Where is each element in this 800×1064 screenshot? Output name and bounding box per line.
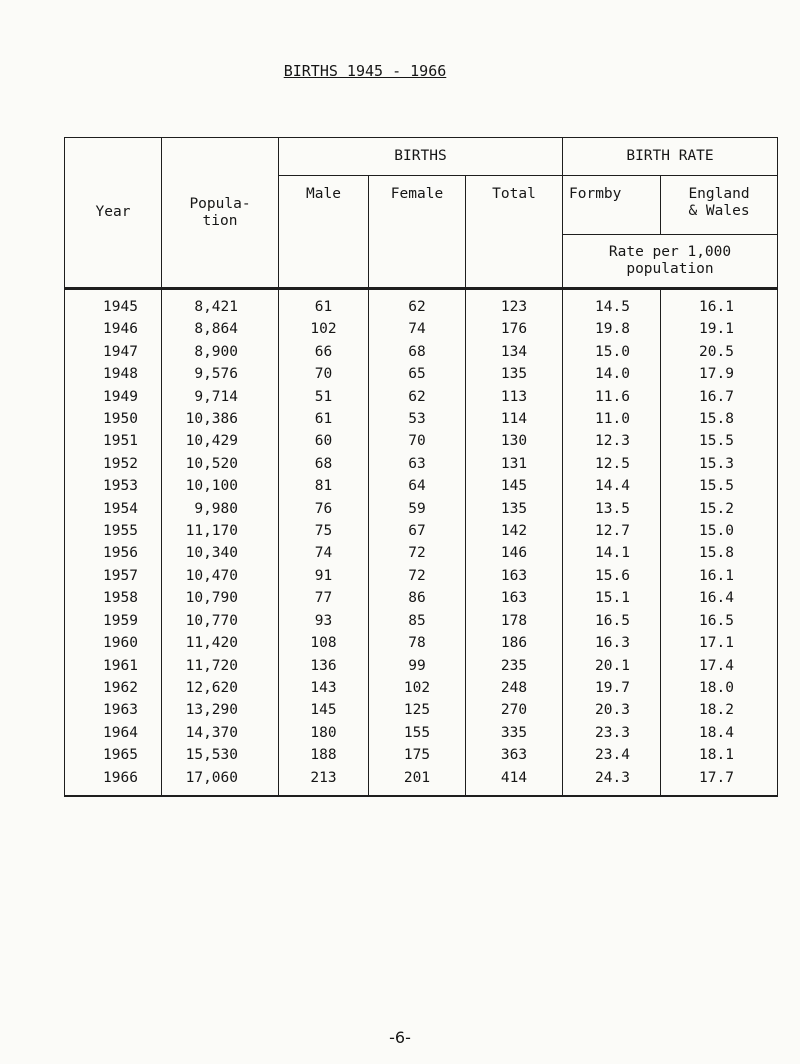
male-cell: 102 bbox=[279, 318, 369, 340]
formby-rate-cell: 16.5 bbox=[563, 610, 661, 632]
female-cell: 62 bbox=[369, 289, 466, 319]
formby-rate-cell: 14.5 bbox=[563, 289, 661, 319]
male-cell: 74 bbox=[279, 542, 369, 564]
england-rate-cell: 16.7 bbox=[661, 386, 778, 408]
population-cell: 10,520 bbox=[162, 453, 279, 475]
year-cell: 1963 bbox=[65, 699, 162, 721]
male-cell: 93 bbox=[279, 610, 369, 632]
formby-rate-cell: 14.4 bbox=[563, 475, 661, 497]
total-cell: 335 bbox=[466, 722, 563, 744]
england-rate-cell: 17.1 bbox=[661, 632, 778, 654]
year-cell: 1951 bbox=[65, 430, 162, 452]
female-cell: 102 bbox=[369, 677, 466, 699]
total-cell: 414 bbox=[466, 767, 563, 796]
male-cell: 91 bbox=[279, 565, 369, 587]
total-cell: 163 bbox=[466, 565, 563, 587]
formby-header: Formby bbox=[563, 176, 661, 235]
total-cell: 123 bbox=[466, 289, 563, 319]
male-cell: 108 bbox=[279, 632, 369, 654]
male-cell: 68 bbox=[279, 453, 369, 475]
year-cell: 1957 bbox=[65, 565, 162, 587]
male-cell: 61 bbox=[279, 289, 369, 319]
female-cell: 67 bbox=[369, 520, 466, 542]
male-cell: 180 bbox=[279, 722, 369, 744]
male-cell: 60 bbox=[279, 430, 369, 452]
england-rate-cell: 16.1 bbox=[661, 289, 778, 319]
table-row bbox=[65, 655, 778, 677]
male-cell: 136 bbox=[279, 655, 369, 677]
year-cell: 1962 bbox=[65, 677, 162, 699]
formby-rate-cell: 24.3 bbox=[563, 767, 661, 796]
year-header: Year bbox=[65, 138, 162, 289]
population-cell: 11,420 bbox=[162, 632, 279, 654]
male-cell: 70 bbox=[279, 363, 369, 385]
total-cell: 130 bbox=[466, 430, 563, 452]
table-row bbox=[65, 386, 778, 408]
formby-rate-cell: 12.3 bbox=[563, 430, 661, 452]
table-row bbox=[65, 767, 778, 796]
rate-basis-header bbox=[563, 235, 778, 289]
population-cell: 9,714 bbox=[162, 386, 279, 408]
male-cell: 76 bbox=[279, 498, 369, 520]
england-rate-cell: 17.7 bbox=[661, 767, 778, 796]
table-row bbox=[65, 341, 778, 363]
female-cell: 62 bbox=[369, 386, 466, 408]
formby-rate-cell: 16.3 bbox=[563, 632, 661, 654]
population-header-line2: tion bbox=[202, 212, 238, 229]
table-row bbox=[65, 498, 778, 520]
england-rate-cell: 20.5 bbox=[661, 341, 778, 363]
year-cell: 1948 bbox=[65, 363, 162, 385]
total-cell: 270 bbox=[466, 699, 563, 721]
population-cell: 9,576 bbox=[162, 363, 279, 385]
table-row bbox=[65, 542, 778, 564]
total-header: Total bbox=[466, 176, 563, 289]
total-cell: 134 bbox=[466, 341, 563, 363]
table-row bbox=[65, 587, 778, 609]
population-cell: 10,770 bbox=[162, 610, 279, 632]
year-cell: 1947 bbox=[65, 341, 162, 363]
formby-rate-cell: 19.8 bbox=[563, 318, 661, 340]
total-cell: 145 bbox=[466, 475, 563, 497]
year-cell: 1966 bbox=[65, 767, 162, 796]
year-cell: 1953 bbox=[65, 475, 162, 497]
england-header-line1: England bbox=[688, 186, 750, 202]
female-cell: 68 bbox=[369, 341, 466, 363]
rate-basis-line1: Rate per 1,000 bbox=[608, 244, 732, 261]
table-row bbox=[65, 430, 778, 452]
total-cell: 186 bbox=[466, 632, 563, 654]
page-title: BIRTHS 1945 - 1966 bbox=[283, 62, 447, 80]
table-row bbox=[65, 289, 778, 319]
year-cell: 1958 bbox=[65, 587, 162, 609]
male-cell: 77 bbox=[279, 587, 369, 609]
table-row bbox=[65, 318, 778, 340]
formby-rate-cell: 11.6 bbox=[563, 386, 661, 408]
female-cell: 72 bbox=[369, 565, 466, 587]
formby-rate-cell: 20.1 bbox=[563, 655, 661, 677]
formby-rate-cell: 19.7 bbox=[563, 677, 661, 699]
male-cell: 51 bbox=[279, 386, 369, 408]
male-cell: 145 bbox=[279, 699, 369, 721]
total-cell: 113 bbox=[466, 386, 563, 408]
formby-rate-cell: 15.6 bbox=[563, 565, 661, 587]
population-cell: 10,340 bbox=[162, 542, 279, 564]
england-rate-cell: 18.4 bbox=[661, 722, 778, 744]
female-cell: 74 bbox=[369, 318, 466, 340]
births-table bbox=[64, 137, 778, 797]
table-row bbox=[65, 632, 778, 654]
table-row bbox=[65, 565, 778, 587]
female-cell: 99 bbox=[369, 655, 466, 677]
female-cell: 72 bbox=[369, 542, 466, 564]
female-cell: 78 bbox=[369, 632, 466, 654]
population-header-line1: Popula- bbox=[189, 195, 251, 212]
page-number: -6- bbox=[389, 1028, 411, 1047]
year-cell: 1959 bbox=[65, 610, 162, 632]
england-rate-cell: 19.1 bbox=[661, 318, 778, 340]
population-cell: 10,386 bbox=[162, 408, 279, 430]
year-cell: 1950 bbox=[65, 408, 162, 430]
formby-rate-cell: 12.7 bbox=[563, 520, 661, 542]
formby-rate-cell: 15.1 bbox=[563, 587, 661, 609]
formby-rate-cell: 23.4 bbox=[563, 744, 661, 766]
table-row bbox=[65, 475, 778, 497]
population-cell: 10,470 bbox=[162, 565, 279, 587]
england-rate-cell: 17.4 bbox=[661, 655, 778, 677]
male-cell: 81 bbox=[279, 475, 369, 497]
england-rate-cell: 16.5 bbox=[661, 610, 778, 632]
population-cell: 12,620 bbox=[162, 677, 279, 699]
population-cell: 11,720 bbox=[162, 655, 279, 677]
year-cell: 1961 bbox=[65, 655, 162, 677]
total-cell: 114 bbox=[466, 408, 563, 430]
england-rate-cell: 15.8 bbox=[661, 408, 778, 430]
female-cell: 201 bbox=[369, 767, 466, 796]
england-rate-cell: 16.1 bbox=[661, 565, 778, 587]
england-rate-cell: 18.0 bbox=[661, 677, 778, 699]
total-cell: 163 bbox=[466, 587, 563, 609]
population-cell: 10,429 bbox=[162, 430, 279, 452]
female-cell: 85 bbox=[369, 610, 466, 632]
population-cell: 9,980 bbox=[162, 498, 279, 520]
england-rate-cell: 15.2 bbox=[661, 498, 778, 520]
table-row bbox=[65, 520, 778, 542]
population-cell: 8,900 bbox=[162, 341, 279, 363]
england-rate-cell: 16.4 bbox=[661, 587, 778, 609]
population-cell: 14,370 bbox=[162, 722, 279, 744]
male-cell: 75 bbox=[279, 520, 369, 542]
table-row bbox=[65, 610, 778, 632]
total-cell: 176 bbox=[466, 318, 563, 340]
table-row bbox=[65, 699, 778, 721]
formby-rate-cell: 12.5 bbox=[563, 453, 661, 475]
total-cell: 135 bbox=[466, 498, 563, 520]
year-cell: 1952 bbox=[65, 453, 162, 475]
england-rate-cell: 15.0 bbox=[661, 520, 778, 542]
female-cell: 53 bbox=[369, 408, 466, 430]
total-cell: 363 bbox=[466, 744, 563, 766]
table-row bbox=[65, 363, 778, 385]
male-cell: 66 bbox=[279, 341, 369, 363]
year-cell: 1945 bbox=[65, 289, 162, 319]
population-cell: 11,170 bbox=[162, 520, 279, 542]
year-cell: 1964 bbox=[65, 722, 162, 744]
population-cell: 10,790 bbox=[162, 587, 279, 609]
formby-rate-cell: 14.1 bbox=[563, 542, 661, 564]
table-row bbox=[65, 744, 778, 766]
total-cell: 146 bbox=[466, 542, 563, 564]
female-cell: 175 bbox=[369, 744, 466, 766]
total-cell: 235 bbox=[466, 655, 563, 677]
male-cell: 213 bbox=[279, 767, 369, 796]
formby-rate-cell: 15.0 bbox=[563, 341, 661, 363]
population-cell: 15,530 bbox=[162, 744, 279, 766]
population-header bbox=[162, 138, 279, 289]
female-cell: 64 bbox=[369, 475, 466, 497]
female-cell: 86 bbox=[369, 587, 466, 609]
table-body bbox=[65, 289, 778, 796]
table-row bbox=[65, 722, 778, 744]
female-cell: 59 bbox=[369, 498, 466, 520]
table-row bbox=[65, 677, 778, 699]
total-cell: 142 bbox=[466, 520, 563, 542]
table-row bbox=[65, 408, 778, 430]
total-cell: 248 bbox=[466, 677, 563, 699]
births-group-header: BIRTHS bbox=[279, 138, 563, 176]
year-cell: 1965 bbox=[65, 744, 162, 766]
female-cell: 70 bbox=[369, 430, 466, 452]
male-header: Male bbox=[279, 176, 369, 289]
table-row bbox=[65, 453, 778, 475]
population-cell: 13,290 bbox=[162, 699, 279, 721]
year-cell: 1956 bbox=[65, 542, 162, 564]
formby-rate-cell: 13.5 bbox=[563, 498, 661, 520]
total-cell: 178 bbox=[466, 610, 563, 632]
year-cell: 1954 bbox=[65, 498, 162, 520]
formby-rate-cell: 11.0 bbox=[563, 408, 661, 430]
england-wales-header bbox=[661, 176, 778, 235]
population-cell: 10,100 bbox=[162, 475, 279, 497]
england-rate-cell: 17.9 bbox=[661, 363, 778, 385]
england-rate-cell: 15.3 bbox=[661, 453, 778, 475]
formby-rate-cell: 14.0 bbox=[563, 363, 661, 385]
rate-basis-line2: population bbox=[626, 261, 714, 277]
male-cell: 188 bbox=[279, 744, 369, 766]
england-rate-cell: 15.5 bbox=[661, 430, 778, 452]
male-cell: 61 bbox=[279, 408, 369, 430]
england-rate-cell: 15.8 bbox=[661, 542, 778, 564]
formby-rate-cell: 20.3 bbox=[563, 699, 661, 721]
total-cell: 135 bbox=[466, 363, 563, 385]
birth-rate-group-header: BIRTH RATE bbox=[563, 138, 778, 176]
formby-rate-cell: 23.3 bbox=[563, 722, 661, 744]
population-cell: 17,060 bbox=[162, 767, 279, 796]
population-cell: 8,421 bbox=[162, 289, 279, 319]
male-cell: 143 bbox=[279, 677, 369, 699]
total-cell: 131 bbox=[466, 453, 563, 475]
year-cell: 1955 bbox=[65, 520, 162, 542]
england-header-line2: & Wales bbox=[688, 202, 750, 219]
female-cell: 65 bbox=[369, 363, 466, 385]
year-cell: 1949 bbox=[65, 386, 162, 408]
female-header: Female bbox=[369, 176, 466, 289]
england-rate-cell: 15.5 bbox=[661, 475, 778, 497]
female-cell: 125 bbox=[369, 699, 466, 721]
england-rate-cell: 18.1 bbox=[661, 744, 778, 766]
year-cell: 1946 bbox=[65, 318, 162, 340]
england-rate-cell: 18.2 bbox=[661, 699, 778, 721]
population-cell: 8,864 bbox=[162, 318, 279, 340]
female-cell: 155 bbox=[369, 722, 466, 744]
female-cell: 63 bbox=[369, 453, 466, 475]
year-cell: 1960 bbox=[65, 632, 162, 654]
